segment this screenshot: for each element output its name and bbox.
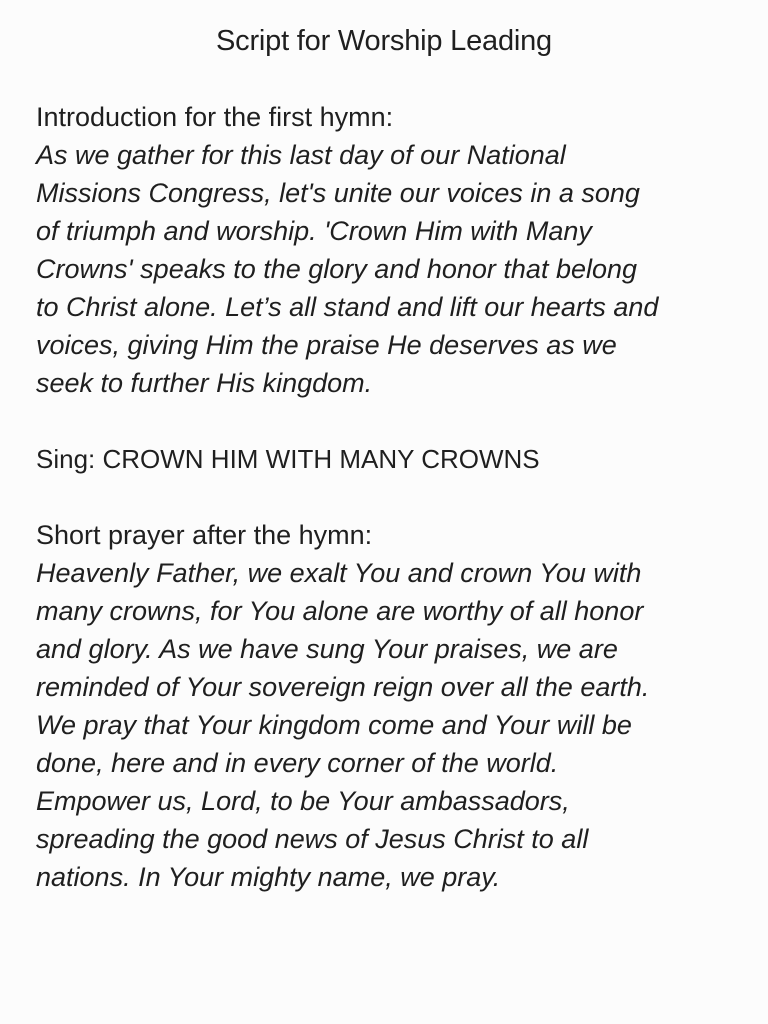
sing-line: Sing: CROWN HIM WITH MANY CROWNS — [36, 444, 540, 474]
prayer-label: Short prayer after the hymn: — [36, 520, 373, 550]
sing-section — [36, 440, 732, 478]
page-title: Script for Worship Leading — [216, 25, 552, 57]
spacer — [36, 402, 732, 440]
prayer-section — [36, 516, 732, 896]
intro-text: As we gather for this last day of our National Missions Congress, let's unite our voices in a song of triumph and worship. 'Crown Him with Many Crowns' speaks to the glory and honor that belong to Christ alone. Let’s all stand and lift our hearts and voices, giving Him the praise He deserves as we seek to further His kingdom. — [36, 140, 659, 398]
spacer — [36, 478, 732, 516]
intro-label: Introduction for the first hymn: — [36, 102, 394, 132]
prayer-text: Heavenly Father, we exalt You and crown You with many crowns, for You alone are worthy of all honor and glory. As we have sung Your praises, we are reminded of Your sovereign reign over all the earth. We pray that Your kingdom come and Your will be done, here and in every corner of the world. Empower us, Lord, to be Your ambassadors, spreading the good news of Jesus Christ to all nations. In Your mighty name, we pray. — [36, 558, 650, 892]
intro-section — [36, 98, 732, 402]
